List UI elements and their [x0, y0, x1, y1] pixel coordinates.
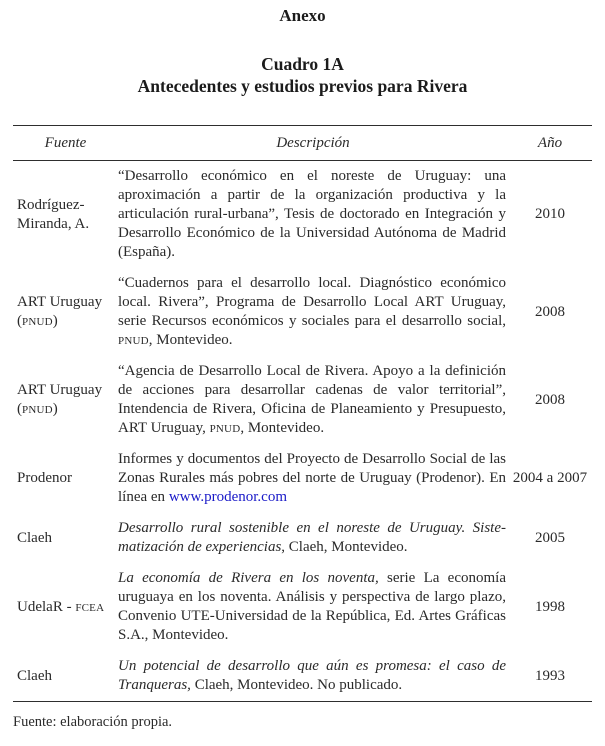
text-segment: Claeh, Montevideo. No publicado. — [190, 677, 403, 693]
description-cell — [118, 444, 508, 513]
text-segment: , Montevideo. — [148, 332, 233, 348]
italic-title-text: Un potencial de desarrollo que aún es promesa: el caso de Tranqueras, — [118, 658, 506, 693]
source-cell — [13, 444, 118, 513]
antecedentes-table — [13, 125, 592, 702]
text-segment: Prodenor — [17, 470, 72, 486]
smallcaps-text: fcea — [75, 598, 105, 615]
year-cell: 2005 — [535, 529, 565, 546]
table-row — [13, 651, 592, 702]
text-segment: ART Uruguay ( — [17, 382, 103, 417]
prodenor-link[interactable]: www.prodenor.com — [168, 489, 287, 505]
text-segment: , Claeh, Montevideo. — [281, 539, 408, 555]
source-cell — [13, 161, 118, 269]
smallcaps-text: pnud — [22, 401, 53, 417]
text-segment: Claeh — [17, 529, 52, 546]
smallcaps-text: pnud — [209, 420, 241, 436]
description-cell — [118, 563, 508, 651]
year-cell: 1998 — [535, 598, 565, 615]
text-segment: “Agencia de Desarrollo Local de Rivera. Apoyo a la definición de acciones para desarrollar cadenas de valor territorial”, Intendencia de Rivera, Oficina de Planeamiento y Presupuesto, ART Uruguay, — [118, 363, 506, 436]
col-header-descripcion: Descripción — [276, 135, 350, 151]
text-segment: Informes y documentos del Proyecto de Desarrollo Social de las Zonas Rurales más pobres del norte de Uruguay (Prodenor). En línea en — [118, 451, 506, 505]
text-segment: Claeh — [17, 667, 52, 684]
table-row — [13, 513, 592, 563]
text-segment: , Montevideo. — [240, 420, 325, 436]
col-header-ano: Año — [537, 135, 563, 151]
table-title: Antecedentes y estudios previos para Rivera — [137, 76, 468, 96]
text-segment: Rodríguez-Miranda, A. — [17, 196, 90, 232]
description-cell — [118, 356, 508, 444]
year-cell: 1993 — [535, 667, 565, 684]
year-cell: 2008 — [535, 303, 565, 320]
source-cell — [13, 356, 118, 444]
text-segment: “Desarrollo económico en el noreste de Uruguay: una aproximación a partir de la organización productiva y la articulación rural-urbana”, Tesis de doctorado en Integración y Desarrollo Económico de la Universidad Autónoma de Madrid (España). — [118, 168, 506, 260]
year-cell: 2004 a 2007 — [512, 470, 588, 486]
smallcaps-text: pnud — [118, 332, 149, 348]
description-cell — [118, 268, 508, 356]
italic-title-text: Desarrollo rural sostenible en el noreste de Uruguay. Sistematización de experiencias — [118, 520, 506, 555]
table-number: Cuadro 1A — [261, 54, 344, 74]
table-header — [13, 126, 592, 161]
text-segment: ) — [52, 313, 58, 329]
table-row — [13, 356, 592, 444]
table-row — [13, 268, 592, 356]
table-row — [13, 444, 592, 513]
table-row — [13, 563, 592, 651]
source-cell — [13, 268, 118, 356]
header-row — [13, 126, 592, 161]
description-cell — [118, 161, 508, 269]
table-row — [13, 161, 592, 269]
text-segment: ) — [52, 401, 58, 417]
smallcaps-text: pnud — [22, 313, 53, 329]
table-body — [13, 161, 592, 702]
table-source-note: Fuente: elaboración propia. — [13, 714, 173, 730]
year-cell: 2010 — [535, 206, 565, 222]
table-caption — [13, 53, 592, 98]
col-header-fuente: Fuente — [44, 135, 87, 151]
description-cell — [118, 651, 508, 702]
italic-title-text: La economía de Rivera en los noventa, — [118, 570, 379, 586]
annex-title: Anexo — [279, 6, 326, 25]
text-segment: serie La economía uruguaya en los noventa. Análisis y perspectiva de largo plazo, Convenio UTE-Universidad de la República, Ed. Artes Gráficas S.A., Montevideo. — [118, 570, 506, 643]
text-segment: “Cuadernos para el desarrollo local. Diagnóstico económico local. Rivera”, Programa de Desarrollo Local ART Uruguay, serie Recursos económicos y sociales para el desarrollo social, — [118, 275, 506, 329]
text-segment: ART Uruguay ( — [17, 294, 103, 329]
description-cell — [118, 513, 508, 563]
source-cell — [13, 513, 118, 563]
source-cell — [13, 651, 118, 702]
source-cell — [13, 563, 118, 651]
year-cell: 2008 — [535, 391, 565, 408]
text-segment: UdelaR - — [17, 598, 76, 615]
